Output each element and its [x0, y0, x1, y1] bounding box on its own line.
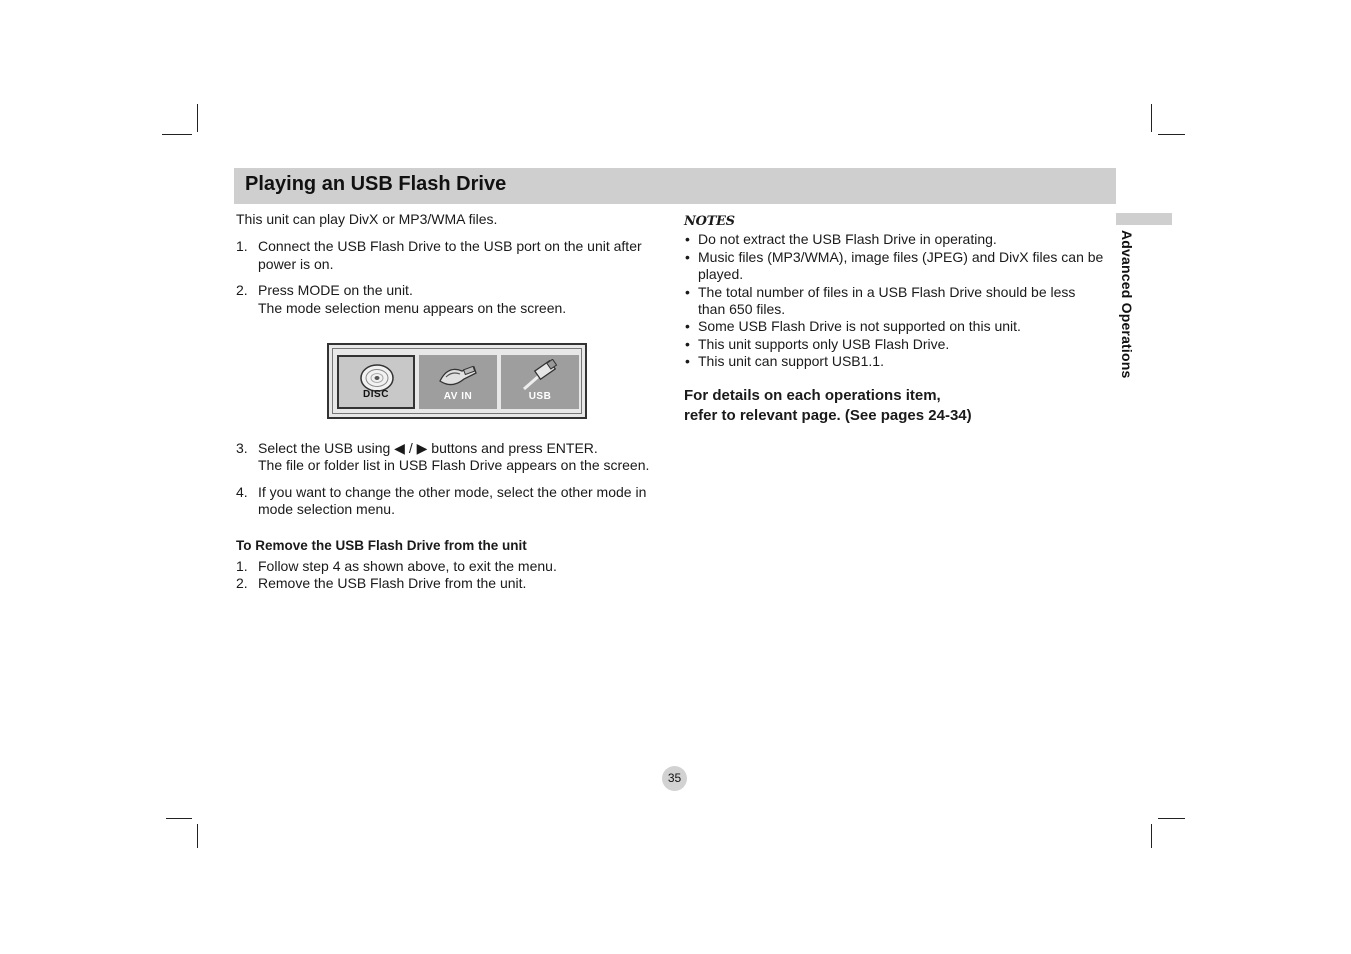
note-text: Do not extract the USB Flash Drive in operating. — [698, 231, 997, 248]
mode-selection-menu — [327, 343, 587, 419]
section-title-bar — [234, 168, 1116, 204]
step-text: Connect the USB Flash Drive to the USB port on the unit after power is on. — [258, 238, 642, 272]
right-column — [684, 213, 1104, 426]
notes-title: NOTES — [684, 214, 735, 229]
note-item — [684, 336, 1104, 353]
mode-disc-button[interactable] — [337, 355, 415, 409]
step-number: 2. — [236, 282, 248, 299]
step-list — [236, 238, 668, 317]
step-list — [236, 440, 668, 519]
crop-mark — [1158, 134, 1185, 135]
step-item — [236, 282, 668, 317]
step-subtext: The file or folder list in USB Flash Drive appears on the screen. — [258, 457, 650, 474]
mode-label: AV IN — [443, 390, 473, 402]
bullet: • — [685, 283, 690, 300]
step-text: Press MODE on the unit. — [258, 282, 413, 299]
bullet: • — [685, 248, 690, 265]
crop-mark — [1151, 824, 1152, 848]
mode-av-in-button[interactable] — [419, 355, 497, 409]
side-tab-marker — [1116, 213, 1172, 225]
step-item — [236, 238, 668, 273]
crop-mark — [1151, 104, 1152, 132]
step-number: 4. — [236, 483, 248, 500]
crop-mark — [1158, 818, 1185, 819]
note-item — [684, 231, 1104, 248]
bullet: • — [685, 353, 690, 370]
mode-label: DISC — [363, 388, 389, 400]
step-text: Remove the USB Flash Drive from the unit. — [258, 575, 527, 592]
step-item — [236, 575, 668, 592]
step-subtext: The mode selection menu appears on the screen. — [258, 299, 567, 316]
note-item — [684, 318, 1104, 335]
details-reference — [684, 386, 1104, 426]
note-text: This unit can support USB1.1. — [698, 353, 884, 370]
note-text: This unit supports only USB Flash Drive. — [698, 335, 950, 352]
bullet: • — [685, 318, 690, 335]
intro-text: This unit can play DivX or MP3/WMA files. — [236, 211, 498, 227]
details-line: refer to relevant page. (See pages 24-34) — [684, 406, 972, 424]
left-column — [236, 211, 668, 593]
step-text: Follow step 4 as shown above, to exit the menu. — [258, 558, 557, 575]
crop-mark — [162, 134, 192, 135]
step-text: Select the USB using ◀ / ▶ buttons and press ENTER. — [258, 440, 598, 457]
step-item — [236, 558, 668, 575]
notes-list — [684, 231, 1104, 370]
step-item — [236, 440, 668, 475]
step-number: 1. — [236, 238, 248, 255]
step-number: 3. — [236, 440, 248, 457]
details-line: For details on each operations item, — [684, 386, 941, 404]
remove-heading: To Remove the USB Flash Drive from the unit — [236, 537, 527, 553]
note-item — [684, 249, 1104, 284]
note-text: Music files (MP3/WMA), image files (JPEG) and DivX files can be played. — [698, 248, 1104, 283]
page-title: Playing an USB Flash Drive — [245, 173, 507, 195]
crop-mark — [166, 818, 192, 819]
bullet: • — [685, 335, 690, 352]
remove-step-list — [236, 558, 668, 593]
side-tab-label: Advanced Operations — [1119, 230, 1135, 379]
note-item — [684, 353, 1104, 370]
step-text: If you want to change the other mode, select the other mode in mode selection menu. — [258, 483, 647, 518]
crop-mark — [197, 104, 198, 132]
step-number: 1. — [236, 558, 248, 575]
page-number: 35 — [662, 766, 687, 791]
note-text: Some USB Flash Drive is not supported on this unit. — [698, 318, 1021, 335]
note-text: The total number of files in a USB Flash Drive should be less than 650 files. — [698, 283, 1076, 318]
crop-mark — [197, 824, 198, 848]
note-item — [684, 284, 1104, 319]
mode-label: USB — [528, 390, 552, 402]
mode-usb-button[interactable] — [501, 355, 579, 409]
step-number: 2. — [236, 575, 248, 592]
bullet: • — [685, 231, 690, 248]
step-item — [236, 484, 668, 519]
